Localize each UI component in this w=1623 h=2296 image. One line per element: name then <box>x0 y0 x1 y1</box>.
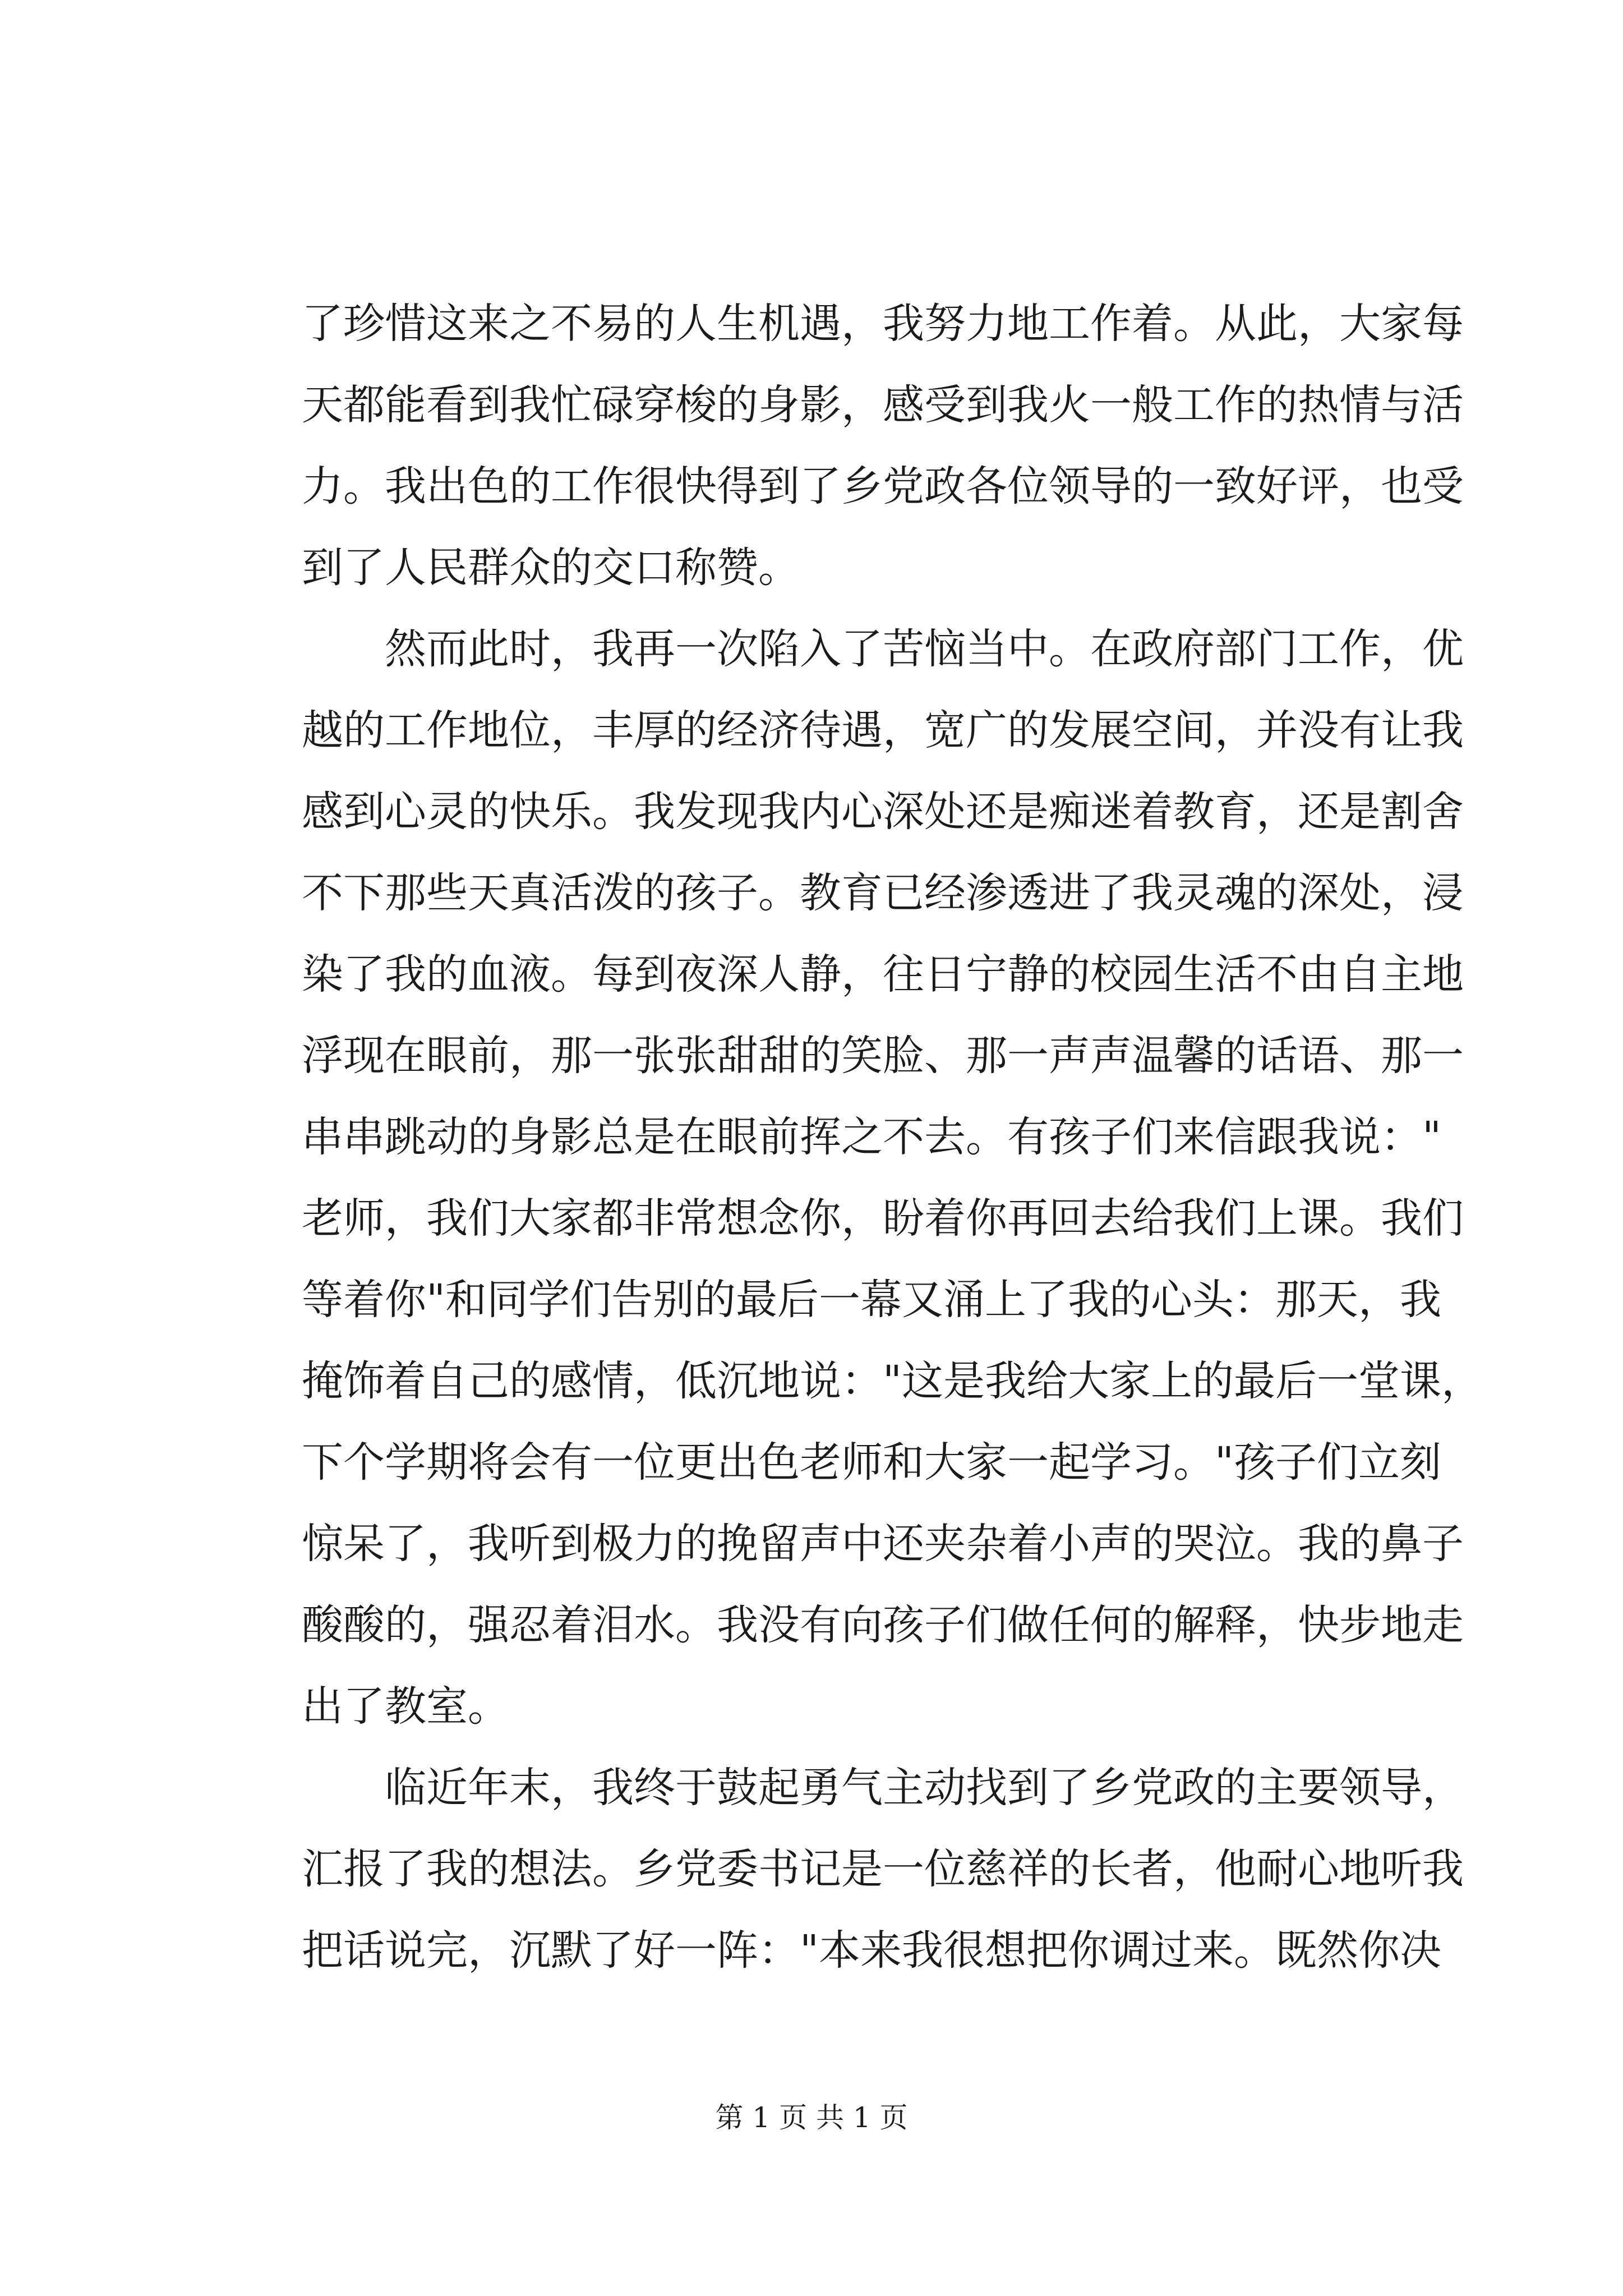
paragraph-2 <box>302 609 1483 1747</box>
paragraph-1 <box>302 283 1464 609</box>
text-line: 到了人民群众的交口称赞。 <box>302 544 800 592</box>
text-line: 汇报了我的想法。乡党委书记是一位慈祥的长者，他耐心地听我 <box>302 1845 1464 1893</box>
text-line: 惊呆了，我听到极力的挽留声中还夹杂着小声的哭泣。我的鼻子 <box>302 1520 1464 1568</box>
text-line: 临近年末，我终于鼓起勇气主动找到了乡党政的主要领导， <box>385 1764 1464 1812</box>
page-number: 第 1 页 共 1 页 <box>715 2101 908 2134</box>
text-line: 不下那些天真活泼的孩子。教育已经渗透进了我灵魂的深处，浸 <box>302 869 1464 917</box>
text-line: 力。我出色的工作很快得到了乡党政各位领导的一致好评，也受 <box>302 462 1464 510</box>
text-line: 酸酸的，强忍着泪水。我没有向孩子们做任何的解释，快步地走 <box>302 1601 1464 1649</box>
text-line: 染了我的血液。每到夜深人静，往日宁静的校园生活不由自主地 <box>302 950 1464 999</box>
page-footer <box>0 2098 1623 2137</box>
text-line: 下个学期将会有一位更出色老师和大家一起学习。"孩子们立刻 <box>302 1438 1442 1487</box>
text-line: 感到心灵的快乐。我发现我内心深处还是痴迷着教育，还是割舍 <box>302 788 1464 836</box>
text-line: 等着你"和同学们告别的最后一幕又涌上了我的心头：那天，我 <box>302 1276 1442 1324</box>
text-line: 浮现在眼前，那一张张甜甜的笑脸、那一声声温馨的话语、那一 <box>302 1032 1464 1080</box>
text-line: 老师，我们大家都非常想念你，盼着你再回去给我们上课。我们 <box>302 1194 1464 1243</box>
text-line: 然而此时，我再一次陷入了苦恼当中。在政府部门工作，优 <box>385 625 1464 673</box>
text-line: 了珍惜这来之不易的人生机遇，我努力地工作着。从此，大家每 <box>302 300 1464 348</box>
paragraph-3 <box>302 1747 1464 1991</box>
document-body <box>302 283 1483 1991</box>
text-line: 天都能看到我忙碌穿梭的身影，感受到我火一般工作的热情与活 <box>302 381 1464 429</box>
text-line: 出了教室。 <box>302 1682 509 1731</box>
text-line: 串串跳动的身影总是在眼前挥之不去。有孩子们来信跟我说：" <box>302 1113 1442 1161</box>
text-line: 越的工作地位，丰厚的经济待遇，宽广的发展空间，并没有让我 <box>302 706 1464 754</box>
text-line: 把话说完，沉默了好一阵："本来我很想把你调过来。既然你决 <box>302 1926 1442 1975</box>
text-line: 掩饰着自己的感情，低沉地说："这是我给大家上的最后一堂课， <box>302 1357 1483 1405</box>
